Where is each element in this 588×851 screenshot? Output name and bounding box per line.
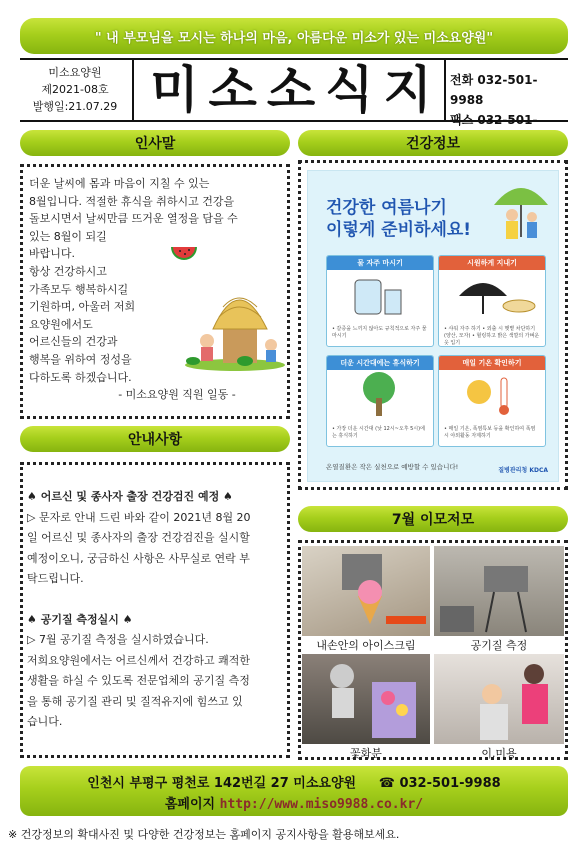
slogan-banner bbox=[20, 18, 568, 54]
card-body: • 매일 기온, 폭염특보 등을 확인하여 폭염 시 야외활동 자제하기 bbox=[444, 426, 536, 439]
poster-title-1: 건강한 여름나기 bbox=[326, 198, 447, 218]
photo-haircut bbox=[434, 654, 564, 744]
greeting-line: 다하도록 하겠습니다. bbox=[29, 370, 132, 384]
greeting-line: 어르신들의 건강과 bbox=[29, 335, 118, 349]
notice-line: ▷ 7월 공기질 측정을 실시하였습니다. bbox=[27, 633, 209, 646]
footer-address: 인천시 부평구 평천로 142번길 27 미소요양원 bbox=[87, 776, 357, 791]
issue-info bbox=[20, 64, 130, 115]
poster-agency: 질병관리청 KDCA bbox=[498, 467, 548, 474]
notice-line: 저희요양원에서는 어르신께서 건강하고 쾌적한 bbox=[27, 653, 251, 667]
watermelon-icon bbox=[169, 243, 199, 269]
card-drink-water bbox=[326, 255, 434, 347]
footer-homepage-label: 홈페이지 bbox=[164, 797, 216, 812]
greeting-line: 기원하며, 아울러 저희 bbox=[29, 300, 136, 314]
notice-line: 을 통해 공기질 관리 및 질적유지에 힘쓰고 있 bbox=[27, 694, 243, 708]
tree-shade-icon bbox=[327, 370, 433, 420]
notice-line: ▷ 문자로 안내 드린 바와 같이 2021년 8월 20 bbox=[27, 510, 251, 524]
issue-number: 제2021-08호 bbox=[41, 83, 109, 96]
newsletter-title: 미소소식지 bbox=[150, 60, 442, 119]
card-title: 시원하게 지내기 bbox=[439, 256, 545, 270]
july-header bbox=[298, 506, 568, 532]
july-header-text: 7월 이모저모 bbox=[391, 512, 475, 528]
health-poster bbox=[307, 170, 559, 482]
greeting-box bbox=[20, 164, 290, 419]
card-check-temp bbox=[438, 355, 546, 447]
notice-header-text: 안내사항 bbox=[127, 432, 183, 448]
issue-date: 발행일:21.07.29 bbox=[32, 100, 118, 113]
umbrella-people-icon bbox=[488, 177, 554, 243]
phone-number: 전화 032-501-9988 bbox=[450, 73, 538, 107]
notice-item2-title: ♠ 공기질 측정실시 ♠ bbox=[27, 612, 133, 626]
photo-air-quality bbox=[434, 546, 564, 636]
caption-ice-cream: 내손안의 아이스크림 bbox=[316, 639, 416, 652]
caption-air-quality: 공기질 측정 bbox=[470, 639, 528, 652]
caption-haircut: 이.미용 bbox=[481, 747, 517, 760]
flower-pot-craft-image bbox=[302, 654, 430, 744]
notice-item1-title: ♠ 어르신 및 종사자 출장 건강검진 예정 ♠ bbox=[27, 490, 233, 503]
greeting-line: 항상 건강하시고 bbox=[29, 264, 107, 278]
water-jug-icon bbox=[327, 270, 433, 320]
footer-homepage-link[interactable]: http://www.miso9988.co.kr/ bbox=[219, 797, 424, 812]
card-stay-cool bbox=[438, 255, 546, 347]
photo-flower-pot bbox=[302, 654, 430, 744]
greeting-line: 요양원에서도 bbox=[29, 317, 93, 331]
health-header bbox=[298, 130, 568, 156]
notice-header bbox=[20, 426, 290, 452]
greeting-header bbox=[20, 130, 290, 156]
haircut-image bbox=[434, 654, 564, 744]
greeting-line: 가족모두 행복하시길 bbox=[29, 282, 129, 296]
masthead bbox=[20, 58, 568, 127]
notice-text bbox=[27, 487, 297, 733]
greeting-header-text: 인사말 bbox=[134, 136, 176, 152]
footer-phone: ☎ 032-501-9988 bbox=[378, 776, 501, 791]
masthead-divider-left bbox=[132, 60, 134, 120]
card-body: • 갈증을 느끼지 않아도 규칙적으로 자주 물 마시기 bbox=[332, 326, 427, 339]
card-title: 물 자주 마시기 bbox=[327, 256, 433, 270]
fax-number: 팩스 032-501- bbox=[450, 113, 538, 127]
bottom-note: ※ 건강정보의 확대사진 및 다양한 건강정보는 홈페이지 공지사항을 활용해보세요. bbox=[8, 828, 400, 841]
card-rest bbox=[326, 355, 434, 447]
notice-line: 습니다. bbox=[27, 715, 63, 728]
card-body: • 샤워 자주 하기 • 외출 시 햇볕 차단하기(양산, 모자) • 헐렁하고 밝은 색깔의 가벼운 옷 입기 bbox=[444, 326, 540, 346]
greeting-line: 행복을 위하여 정성을 bbox=[29, 352, 132, 366]
greeting-signature: - 미소요양원 직원 일동 - bbox=[118, 388, 236, 402]
caption-flower-pot: 꽃화분 bbox=[350, 747, 382, 760]
photo-ice-cream bbox=[302, 546, 430, 636]
org-name: 미소요양원 bbox=[48, 66, 102, 79]
notice-gap bbox=[27, 590, 297, 610]
footer-banner bbox=[20, 766, 568, 816]
greeting-line: 있는 8월이 되길 bbox=[29, 229, 107, 243]
air-quality-equipment-image bbox=[434, 546, 564, 636]
notice-line: 일 어르신 및 종사자의 출장 건강검진을 실시할 bbox=[27, 531, 250, 544]
notice-line: 탁드립니다. bbox=[27, 572, 84, 585]
greeting-line: 돌보시면서 날씨만큼 뜨거운 열정을 담을 수 bbox=[29, 212, 238, 226]
footer-homepage-row bbox=[20, 793, 568, 812]
ice-cream-craft-image bbox=[302, 546, 430, 636]
health-header-text: 건강정보 bbox=[405, 136, 461, 152]
notice-box bbox=[20, 462, 290, 758]
greeting-line: 더운 날씨에 몸과 마음이 지칠 수 있는 bbox=[29, 177, 210, 190]
sun-thermometer-icon bbox=[439, 370, 545, 420]
notice-line: 생활을 하실 수 있도록 전문업체의 공기질 측정 bbox=[27, 674, 250, 687]
greeting-line: 8월입니다. 적절한 휴식을 취하시고 건강을 bbox=[29, 194, 235, 208]
card-body: • 가장 더운 시간대 (낮 12시~오후 5시)에는 휴식하기 bbox=[332, 426, 425, 439]
poster-footer: 온열질환은 작은 실천으로 예방할 수 있습니다! bbox=[326, 463, 459, 471]
poster-title-2: 이렇게 준비하세요! bbox=[326, 220, 472, 240]
card-title: 더운 시간대에는 휴식하기 bbox=[327, 356, 433, 370]
footer-address-row bbox=[20, 772, 568, 791]
masthead-divider-right bbox=[444, 60, 446, 120]
greeting-line: 바랍니다. bbox=[29, 247, 76, 261]
slogan-text: " 내 부모님을 모시는 하나의 마음, 아름다운 미소가 있는 미소요양원" bbox=[94, 30, 494, 46]
card-title: 매일 기온 확인하기 bbox=[439, 356, 545, 370]
thatched-hut-illustration bbox=[183, 267, 287, 371]
notice-line: 예정이오니, 궁금하신 사항은 사무실로 연락 부 bbox=[27, 551, 250, 565]
umbrella-hat-icon bbox=[439, 270, 545, 320]
